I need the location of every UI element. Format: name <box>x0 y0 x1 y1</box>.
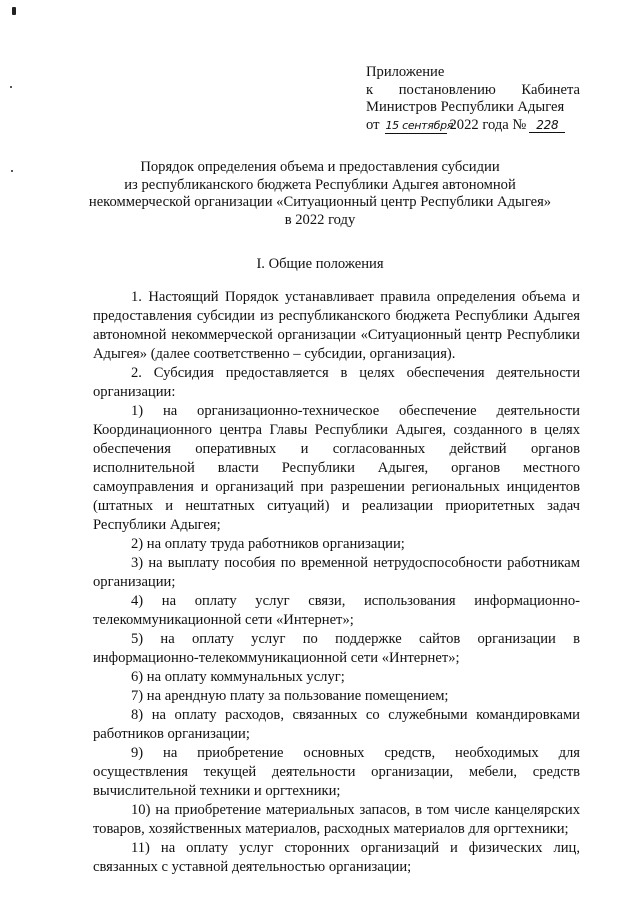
list-item: 4) на оплату услуг связи, использования информационно-телекоммуникационной сети «Интернет»; <box>93 593 580 628</box>
scan-mark <box>11 170 13 172</box>
list-item: 2) на оплату труда работников организации; <box>131 536 405 552</box>
scan-mark <box>10 86 12 88</box>
annex-word: постановлению <box>398 81 496 98</box>
list-item: 9) на приобретение основных средств, необходимых для осуществления текущей деятельности организации, мебели, средств вычислительной техники и оргтехники; <box>93 745 580 799</box>
list-item: 8) на оплату расходов, связанных со служебными командировками работников организации; <box>93 707 580 742</box>
list-item: 1) на организационно-техническое обеспечение деятельности Координационного центра Главы Республики Адыгея, созданного в целях обеспечения оперативных и согласованных действий органов исполнительной власти Республики Адыгея, органов местного самоуправления и организаций при разрешении региональных инцидентов (штатных и нештатных ситуаций) и реализации приоритетных задач Республики Адыгея; <box>93 403 580 533</box>
annex-title: Приложение <box>366 64 445 80</box>
section-heading: I. Общие положения <box>256 256 384 272</box>
annex-resolution-line <box>366 82 580 100</box>
date-suffix: 2022 года № <box>449 116 527 133</box>
annex-word: к <box>366 81 374 98</box>
annex-date-line <box>366 117 580 135</box>
title-line: из республиканского бюджета Республики Адыгея автономной <box>124 176 516 193</box>
list-item: 11) на оплату услуг сторонних организаций и физических лиц, связанных с уставной деятельностью организации; <box>93 840 580 875</box>
annex-ministry: Министров Республики Адыгея <box>366 99 565 115</box>
list-item: 5) на оплату услуг по поддержке сайтов организации в информационно-телекоммуникационной сети «Интернет»; <box>93 631 580 666</box>
list-item: 3) на выплату пособия по временной нетрудоспособности работникам организации; <box>93 555 580 590</box>
paragraph: 1. Настоящий Порядок устанавливает правила определения объема и предоставления субсидии из республиканского бюджета Республики Адыгея автономной некоммерческой организации «Ситуационный центр Республики Адыгея» (далее соответственно – субсидии, организация). <box>93 289 580 362</box>
scan-mark <box>12 7 16 15</box>
handwritten-number: 228 <box>529 118 565 133</box>
title-line: Порядок определения объема и предоставления субсидии <box>140 159 500 175</box>
handwritten-date: 15 сентября <box>385 118 454 132</box>
title-line: в 2022 году <box>284 211 356 228</box>
list-item: 6) на оплату коммунальных услуг; <box>131 669 345 685</box>
document-title <box>70 159 570 229</box>
annex-header <box>366 64 580 134</box>
title-line: некоммерческой организации «Ситуационный центр Республики Адыгея» <box>88 194 552 211</box>
list-item: 10) на приобретение материальных запасов, в том числе канцелярских товаров, хозяйственных материалов, расходных материалов для оргтехники; <box>93 802 580 837</box>
annex-word: Кабинета <box>521 81 580 98</box>
paragraph: 2. Субсидия предоставляется в целях обеспечения деятельности организации: <box>93 365 580 400</box>
list-item: 7) на арендную плату за пользование помещением; <box>131 688 449 704</box>
date-prefix: от <box>366 116 380 133</box>
document-body <box>93 288 580 877</box>
